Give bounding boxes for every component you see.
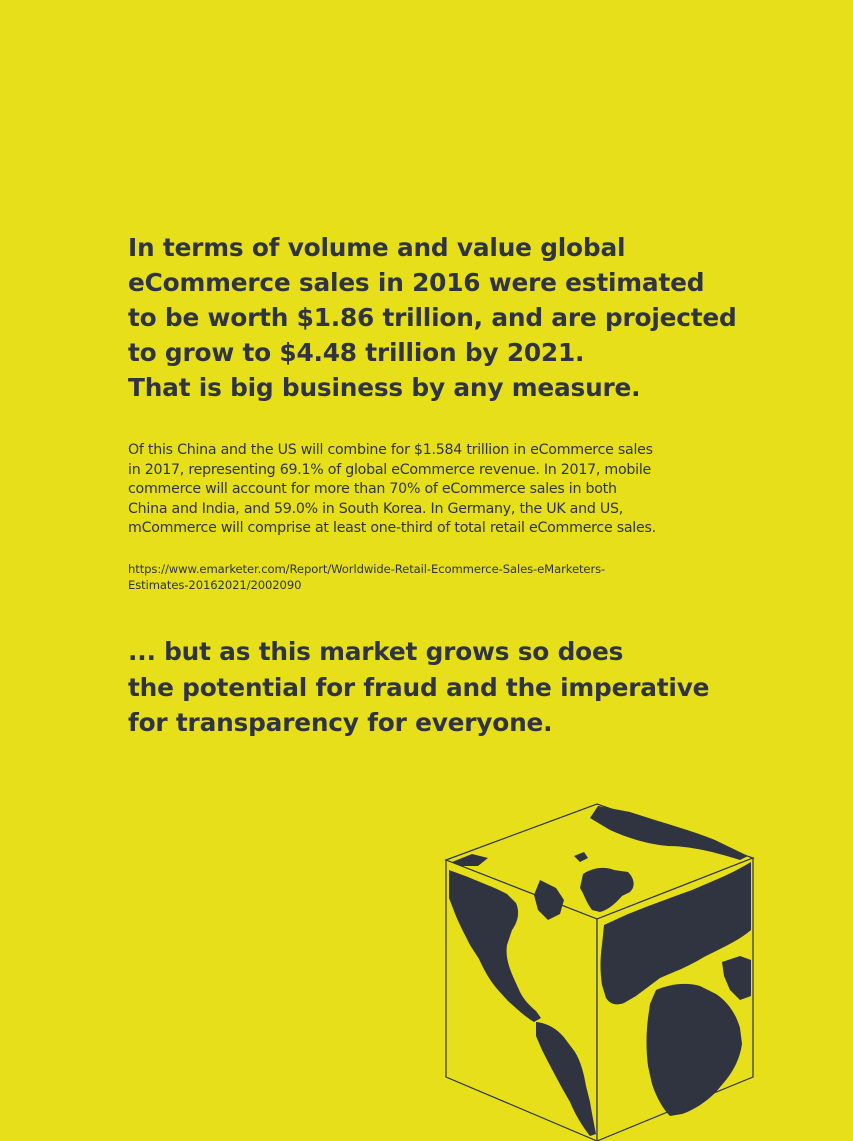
body-line: mCommerce will comprise at least one-third of total retail eCommerce sales. [128, 520, 656, 536]
source-line: Estimates-20162021/2002090 [128, 578, 302, 592]
body-paragraph [128, 441, 768, 539]
body-line: China and India, and 59.0% in South Korea. In Germany, the UK and US, [128, 500, 624, 517]
headline-line: In terms of volume and value global [128, 233, 626, 262]
tagline-line: for transparency for everyone. [128, 708, 553, 737]
source-link[interactable] [128, 561, 768, 593]
body-line: Of this China and the US will combine for $1.584 trillion in eCommerce sales [128, 442, 653, 458]
headline-line: to be worth $1.86 trillion, and are projected [128, 303, 737, 332]
headline-line: to grow to $4.48 trillion by 2021. [128, 338, 585, 367]
tagline [128, 634, 768, 741]
body-line: in 2017, representing 69.1% of global eCommerce revenue. In 2017, mobile [128, 461, 652, 478]
headline [128, 230, 768, 405]
source-line: https://www.emarketer.com/Report/Worldwide-Retail-Ecommerce-Sales-eMarketers- [128, 562, 606, 576]
headline-line: eCommerce sales in 2016 were estimated [128, 268, 705, 297]
tagline-line: ... but as this market grows so does [128, 637, 624, 666]
globe-cube-icon [440, 800, 760, 1141]
tagline-line: the potential for fraud and the imperative [128, 672, 710, 702]
headline-line: That is big business by any measure. [128, 373, 641, 402]
body-line: commerce will account for more than 70% of eCommerce sales in both [128, 481, 617, 497]
